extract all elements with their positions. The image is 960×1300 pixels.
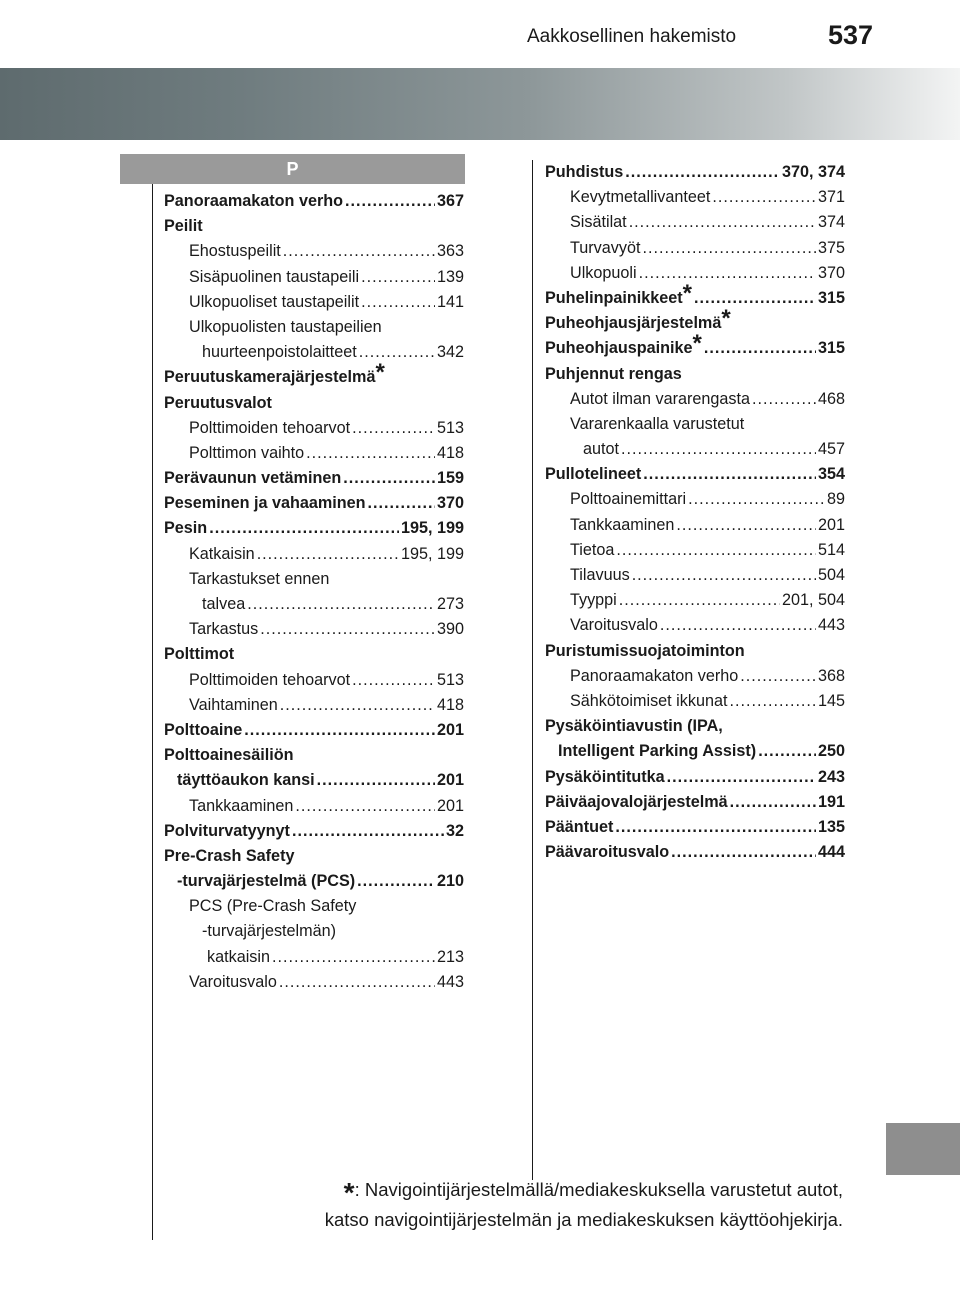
index-entry-page: 139 [436, 267, 464, 286]
index-entry-page: 315 [817, 339, 845, 358]
index-entry-page: 342 [436, 343, 464, 362]
index-entry-page: 370 [436, 494, 464, 513]
index-entry-page: 201 [436, 796, 464, 815]
index-entry-term: Pysäköintitutka [545, 767, 665, 786]
index-entry [164, 239, 464, 264]
dot-leader [740, 664, 816, 689]
index-entry-page: 371 [817, 188, 845, 207]
index-entry [545, 714, 845, 739]
index-entry-term: Varoitusvalo [570, 616, 658, 635]
index-entry-term: täyttöaukon kansi [177, 771, 315, 790]
index-entry-term: -turvajärjestelmän) [202, 922, 337, 941]
dot-leader [730, 790, 816, 815]
index-entry [545, 160, 845, 185]
dot-leader [306, 441, 435, 466]
index-entry [545, 437, 845, 462]
index-column-right [545, 160, 845, 865]
index-entry-page: 370, 374 [781, 163, 845, 181]
left-margin-rule [152, 184, 153, 1240]
index-entry-term: Vararenkaalla varustetut [570, 414, 745, 433]
index-entry-page: 513 [436, 670, 464, 689]
index-entry [545, 689, 845, 714]
dot-leader [625, 160, 780, 185]
index-entry [545, 840, 845, 865]
index-entry-page: 468 [817, 389, 845, 408]
index-entry-term: Pre-Crash Safety [164, 846, 295, 865]
index-entry-term: Peruutuskamerajärjestelmä [164, 368, 376, 387]
index-entry [164, 441, 464, 466]
page-header [0, 0, 960, 64]
index-entry [545, 790, 845, 815]
index-entry: Peruutuskamerajärjestelmä * [164, 365, 464, 390]
index-entry [545, 462, 845, 487]
index-entry [545, 236, 845, 261]
index-entry: Puheohjauspainike * ..... 315 [545, 336, 845, 361]
dot-leader [688, 487, 825, 512]
dot-leader [712, 185, 816, 210]
dot-leader [643, 462, 816, 487]
index-entry [164, 567, 464, 592]
index-entry-term: Kevytmetallivanteet [570, 188, 711, 207]
index-entry [164, 466, 464, 491]
index-entry [545, 513, 845, 538]
index-entry-term: Sisätilat [570, 213, 627, 232]
index-entry-page: 195, 199 [400, 519, 464, 538]
index-entry-term: Peseminen ja vahaaminen [164, 494, 366, 513]
index-entry-term: Puheohjausjärjestelmä [545, 314, 722, 333]
index-entry [164, 189, 464, 214]
dot-leader [260, 617, 435, 642]
index-entry [545, 563, 845, 588]
index-entry [545, 739, 845, 764]
index-entry-term: Puhelinpainikkeet [545, 288, 683, 307]
index-entry-page: 354 [817, 465, 845, 484]
index-entry-page: 390 [436, 620, 464, 639]
dot-leader [629, 210, 816, 235]
index-entry-term: Ulkopuolisten taustapeilien [189, 317, 382, 336]
index-entry-term: -turvajärjestelmä (PCS) [177, 872, 356, 891]
dot-leader [676, 513, 816, 538]
page-number: 537 [828, 20, 874, 50]
index-entry [164, 794, 464, 819]
index-entry-page: 201 [817, 515, 845, 534]
index-entry [164, 743, 464, 768]
dot-leader [272, 945, 435, 970]
index-entry [164, 214, 464, 239]
index-entry-page: 191 [817, 792, 845, 811]
index-entry [164, 844, 464, 869]
index-entry-page: 514 [817, 540, 845, 559]
index-entry-page: 273 [436, 595, 464, 613]
index-entry [164, 970, 464, 995]
footnote [200, 1176, 843, 1233]
dot-leader [280, 693, 435, 718]
dot-leader [283, 239, 435, 264]
dot-leader [758, 739, 816, 764]
dot-leader [359, 340, 435, 365]
chapter-thumb-tab [886, 1123, 960, 1175]
index-entry-page: 141 [436, 292, 464, 311]
index-entry-term: huurteenpoistolaitteet [202, 343, 357, 362]
section-letter-tab: P [120, 154, 465, 184]
index-entry-term: Intelligent Parking Assist) [558, 742, 757, 761]
index-entry-term: Päiväajovalojärjestelmä [545, 792, 728, 811]
index-entry [545, 613, 845, 638]
index-entry [545, 765, 845, 790]
index-entry-term: Polttimoiden tehoarvot [189, 418, 351, 437]
index-entry [164, 315, 464, 340]
index-entry-term: Puhdistus [545, 163, 624, 181]
index-entry-page: 195, 199 [400, 544, 464, 563]
dot-leader [352, 668, 435, 693]
index-entry-term: Polttimoiden tehoarvot [189, 670, 351, 689]
index-entry-page: 418 [436, 443, 464, 462]
dot-leader [257, 542, 399, 567]
index-entry-term: Sisäpuolinen taustapeili [189, 267, 360, 286]
index-entry-term: Tarkastukset ennen [189, 569, 330, 588]
index-entry [545, 639, 845, 664]
index-entry [164, 592, 464, 617]
index-entry-term: Pääntuet [545, 817, 614, 836]
index-entry-term: Vaihtaminen [189, 695, 278, 714]
index-entry-term: Puhjennut rengas [545, 364, 682, 383]
dot-leader [616, 538, 816, 563]
header-banner [0, 68, 960, 140]
running-title: Aakkosellinen hakemisto [527, 26, 737, 47]
dot-leader [345, 189, 435, 214]
dot-leader [247, 592, 435, 617]
index-entry-page: 367 [436, 192, 464, 210]
index-entry-page: 135 [817, 817, 845, 836]
index-entry [164, 391, 464, 416]
dot-leader [292, 819, 444, 844]
index-entry [164, 516, 464, 541]
footnote-line-2: katso navigointijärjestelmän ja mediakeskuksen käyttöohjekirja. [324, 1209, 843, 1230]
index-entry-page: 315 [817, 288, 845, 307]
dot-leader [621, 437, 816, 462]
index-entry-term: Autot ilman vararengasta [570, 389, 750, 408]
index-entry-term: Tankkaaminen [570, 515, 675, 534]
index-entry [164, 718, 464, 743]
index-entry-term: autot [583, 440, 620, 459]
dot-leader [361, 265, 435, 290]
index-entry [164, 617, 464, 642]
index-entry-term: Polviturvatyynyt [164, 821, 290, 840]
index-entry [545, 261, 845, 286]
index-entry [545, 664, 845, 689]
index-entry-term: talvea [202, 595, 246, 613]
dot-leader [244, 718, 435, 743]
index-entry-page: 250 [817, 742, 845, 761]
index-entry-term: Turvavyöt [570, 238, 641, 257]
column-divider [532, 160, 533, 1180]
index-entry-term: Varoitusvalo [189, 972, 277, 991]
dot-leader [295, 794, 435, 819]
index-entry [164, 265, 464, 290]
index-entry-term: Polttoainemittari [570, 490, 687, 509]
index-entry [164, 542, 464, 567]
index-entry-term: Tyyppi [570, 591, 617, 610]
index-entry-page: 504 [817, 566, 845, 584]
index-entry-page: 374 [817, 213, 845, 232]
index-entry-page: 375 [817, 238, 845, 257]
index-entry-term: Polttoaine [164, 720, 243, 739]
index-entry [164, 340, 464, 365]
index-entry-page: 145 [817, 691, 845, 710]
index-entry-page: 513 [436, 418, 464, 437]
index-entry-term: Pysäköintiavustin (IPA, [545, 717, 723, 736]
dot-leader [667, 765, 816, 790]
dot-leader [317, 768, 435, 793]
index-entry [164, 819, 464, 844]
dot-leader [704, 336, 816, 361]
index-entry [164, 945, 464, 970]
footnote-asterisk: * [343, 1177, 355, 1208]
dot-leader [343, 466, 435, 491]
index-entry-term: Polttimot [164, 645, 235, 664]
dot-leader [752, 387, 816, 412]
index-entry-term: Tietoa [570, 540, 615, 559]
index-entry-page: 89 [826, 490, 845, 509]
index-entry [545, 815, 845, 840]
index-entry [545, 538, 845, 563]
dot-leader [352, 416, 435, 441]
dot-leader [361, 290, 435, 315]
index-entry-term: Tankkaaminen [189, 796, 294, 815]
index-entry-page: 213 [436, 947, 464, 966]
index-entry [545, 185, 845, 210]
index-entry-term: Polttoainesäiliön [164, 746, 294, 765]
index-entry-term: Pesin [164, 519, 208, 538]
index-entry-term: Panoraamakaton verho [570, 666, 739, 685]
index-entry-term: Peruutusvalot [164, 393, 272, 412]
dot-leader [632, 563, 816, 588]
dot-leader [368, 491, 435, 516]
index-entry: Puhelinpainikkeet * ..... 315 [545, 286, 845, 311]
index-entry-page: 363 [436, 242, 464, 261]
dot-leader [209, 516, 399, 541]
index-entry [164, 919, 464, 944]
index-entry-term: Katkaisin [189, 544, 255, 563]
index-entry-page: 457 [817, 440, 845, 459]
index-entry-term: Tilavuus [570, 566, 630, 584]
index-entry-page: 32 [445, 821, 464, 840]
index-entry [164, 894, 464, 919]
index-entry-term: katkaisin [207, 947, 270, 966]
index-entry [545, 588, 845, 613]
footnote-line-1: : Navigointijärjestelmällä/mediakeskuksella varustetut autot, [354, 1179, 843, 1200]
index-entry-term: Sähkötoimiset ikkunat [570, 691, 728, 710]
index-entry [164, 491, 464, 516]
index-entry-term: Puheohjauspainike [545, 339, 693, 358]
index-entry-term: Peilit [164, 217, 203, 236]
index-entry-page: 159 [436, 469, 464, 488]
index-entry-term: Ehostuspeilit [189, 242, 281, 261]
index-entry [545, 210, 845, 235]
dot-leader [357, 869, 435, 894]
index-entry-term: Ulkopuoliset taustapeilit [189, 292, 360, 311]
dot-leader [279, 970, 435, 995]
index-entry-term: Puristumissuojatoiminton [545, 641, 745, 660]
index-entry [164, 869, 464, 894]
dot-leader [619, 588, 780, 613]
index-entry [164, 693, 464, 718]
dot-leader [671, 840, 816, 865]
dot-leader [642, 236, 816, 261]
index-entry [164, 416, 464, 441]
index-entry-page: 444 [817, 843, 845, 862]
index-entry [164, 768, 464, 793]
index-entry-term: PCS (Pre-Crash Safety [189, 897, 357, 916]
index-entry-page: 418 [436, 695, 464, 714]
index-entry-page: 201, 504 [781, 591, 845, 610]
dot-leader [639, 261, 816, 286]
dot-leader [694, 286, 816, 311]
index-entry-page: 443 [817, 616, 845, 635]
index-entry: Puheohjausjärjestelmä * [545, 311, 845, 336]
index-entry [164, 668, 464, 693]
index-entry-page: 443 [436, 972, 464, 991]
index-column-left [164, 189, 464, 995]
index-entry [164, 290, 464, 315]
index-entry-page: 243 [817, 767, 845, 786]
dot-leader [660, 613, 816, 638]
index-entry-term: Pullotelineet [545, 465, 642, 484]
index-entry-page: 201 [436, 720, 464, 739]
index-entry-page: 368 [817, 666, 845, 685]
index-entry-term: Ulkopuoli [570, 263, 637, 282]
index-entry [545, 412, 845, 437]
dot-leader [729, 689, 816, 714]
dot-leader [615, 815, 816, 840]
index-entry-term: Polttimon vaihto [189, 443, 305, 462]
index-entry-term: Tarkastus [189, 620, 259, 639]
index-entry [545, 387, 845, 412]
index-entry [164, 642, 464, 667]
index-entry-page: 370 [817, 263, 845, 282]
index-entry-term: Päävaroitusvalo [545, 843, 670, 862]
index-entry-page: 210 [436, 872, 464, 891]
index-entry [545, 362, 845, 387]
index-entry [545, 487, 845, 512]
index-entry-term: Perävaunun vetäminen [164, 469, 342, 488]
index-entry-term: Panoraamakaton verho [164, 192, 344, 210]
index-entry-page: 201 [436, 771, 464, 790]
